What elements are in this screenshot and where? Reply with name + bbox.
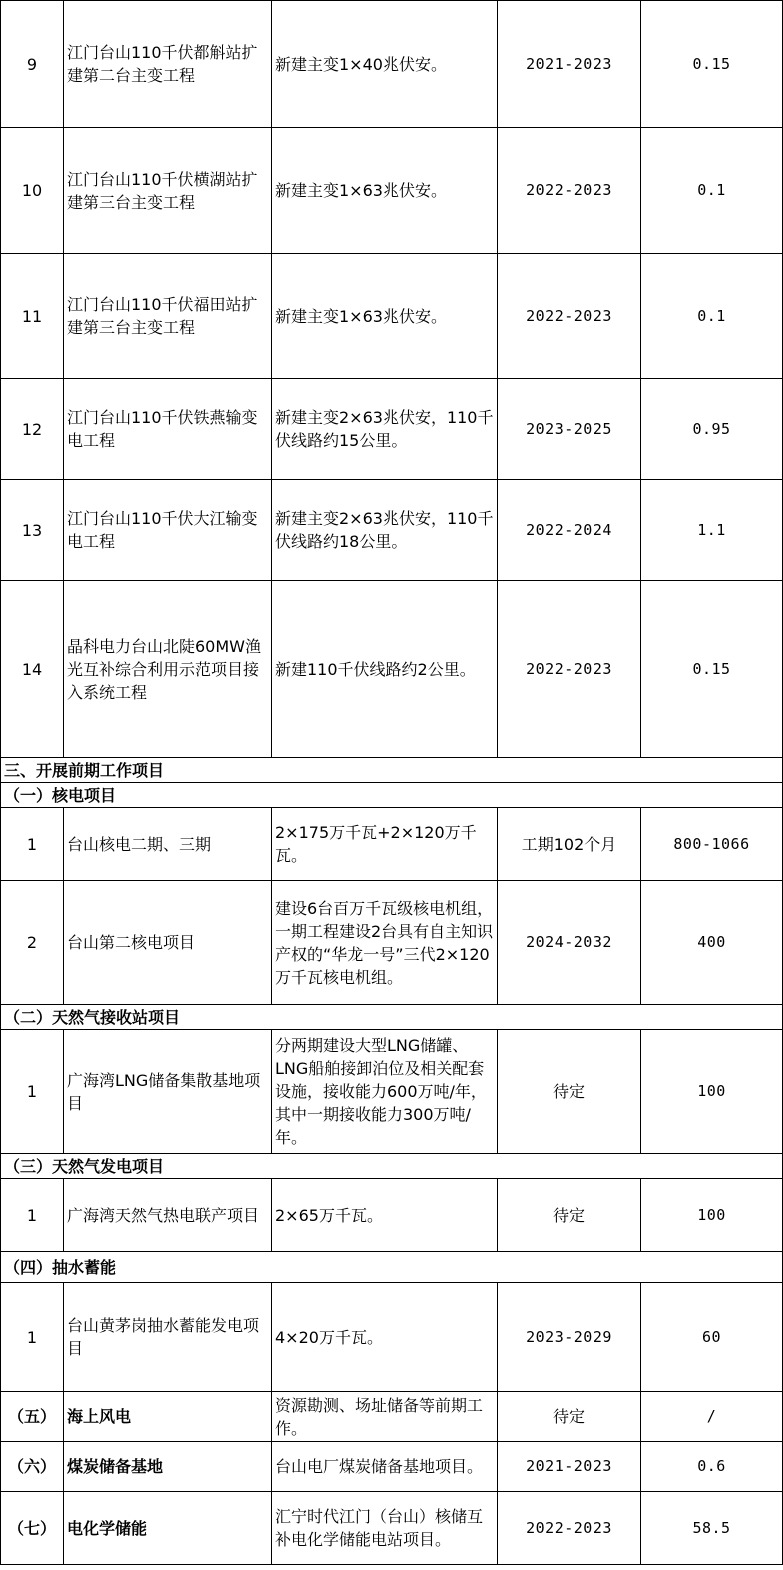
table-row — [1, 1442, 783, 1492]
project-period: 2022-2023 — [498, 1492, 641, 1565]
category-name: 海上风电 — [64, 1392, 272, 1442]
row-number: 13 — [1, 480, 64, 581]
project-investment: 0.1 — [641, 254, 783, 379]
row-number: 12 — [1, 379, 64, 480]
project-investment: 100 — [641, 1179, 783, 1252]
project-investment: 800-1066 — [641, 808, 783, 881]
project-name: 广海湾LNG储备集散基地项目 — [64, 1030, 272, 1154]
section-title: 三、开展前期工作项目 — [1, 758, 783, 783]
project-content: 新建主变2×63兆伏安，110千伏线路约15公里。 — [272, 379, 498, 480]
project-content: 分两期建设大型LNG储罐、LNG船舶接卸泊位及相关配套设施，接收能力600万吨/年，其中一期接收能力300万吨/年。 — [272, 1030, 498, 1154]
row-number: 14 — [1, 581, 64, 758]
project-period: 待定 — [498, 1179, 641, 1252]
table-row — [1, 1179, 783, 1252]
project-investment: 0.15 — [641, 1, 783, 128]
project-name: 广海湾天然气热电联产项目 — [64, 1179, 272, 1252]
project-content: 建设6台百万千瓦级核电机组，一期工程建设2台具有自主知识产权的“华龙一号”三代2×120万千瓦核电机组。 — [272, 881, 498, 1005]
project-content: 新建主变1×40兆伏安。 — [272, 1, 498, 128]
category-number: （六） — [1, 1442, 64, 1492]
subsection-header — [1, 783, 783, 808]
project-name: 台山黄茅岗抽水蓄能发电项目 — [64, 1283, 272, 1392]
project-content: 新建主变1×63兆伏安。 — [272, 128, 498, 254]
project-name: 江门台山110千伏铁燕输变电工程 — [64, 379, 272, 480]
project-period: 2021-2023 — [498, 1, 641, 128]
subsection-header — [1, 1005, 783, 1030]
project-period: 2023-2025 — [498, 379, 641, 480]
project-period: 待定 — [498, 1392, 641, 1442]
project-period: 2022-2024 — [498, 480, 641, 581]
row-number: 11 — [1, 254, 64, 379]
project-name: 晶科电力台山北陡60MW渔光互补综合利用示范项目接入系统工程 — [64, 581, 272, 758]
project-name: 江门台山110千伏都斛站扩建第二台主变工程 — [64, 1, 272, 128]
project-investment: 1.1 — [641, 480, 783, 581]
subsection-title: （二）天然气接收站项目 — [1, 1005, 783, 1030]
project-content: 新建110千伏线路约2公里。 — [272, 581, 498, 758]
table-row — [1, 581, 783, 758]
project-period: 工期102个月 — [498, 808, 641, 881]
project-investment: 400 — [641, 881, 783, 1005]
project-content: 4×20万千瓦。 — [272, 1283, 498, 1392]
subsection-title: （三）天然气发电项目 — [1, 1154, 783, 1179]
subsection-header — [1, 1154, 783, 1179]
project-period: 2022-2023 — [498, 581, 641, 758]
subsection-title: （一）核电项目 — [1, 783, 783, 808]
project-name: 台山第二核电项目 — [64, 881, 272, 1005]
project-content: 2×65万千瓦。 — [272, 1179, 498, 1252]
table-row — [1, 1392, 783, 1442]
row-number: 9 — [1, 1, 64, 128]
category-number: （七） — [1, 1492, 64, 1565]
project-investment: 0.15 — [641, 581, 783, 758]
project-investment: 0.1 — [641, 128, 783, 254]
project-investment: 58.5 — [641, 1492, 783, 1565]
project-period: 2022-2023 — [498, 128, 641, 254]
subsection-header — [1, 1252, 783, 1283]
project-name: 江门台山110千伏大江输变电工程 — [64, 480, 272, 581]
table-row — [1, 1, 783, 128]
row-number: 1 — [1, 808, 64, 881]
table-row — [1, 1283, 783, 1392]
row-number: 1 — [1, 1283, 64, 1392]
project-name: 台山核电二期、三期 — [64, 808, 272, 881]
project-content: 资源勘测、场址储备等前期工作。 — [272, 1392, 498, 1442]
category-number: （五） — [1, 1392, 64, 1442]
project-investment: 0.6 — [641, 1442, 783, 1492]
project-investment: / — [641, 1392, 783, 1442]
subsection-title: （四）抽水蓄能 — [1, 1252, 783, 1283]
project-name: 江门台山110千伏横湖站扩建第三台主变工程 — [64, 128, 272, 254]
table-row — [1, 254, 783, 379]
project-content: 新建主变2×63兆伏安，110千伏线路约18公里。 — [272, 480, 498, 581]
project-period: 2021-2023 — [498, 1442, 641, 1492]
row-number: 10 — [1, 128, 64, 254]
row-number: 1 — [1, 1179, 64, 1252]
table-row — [1, 808, 783, 881]
category-name: 煤炭储备基地 — [64, 1442, 272, 1492]
project-content: 2×175万千瓦+2×120万千瓦。 — [272, 808, 498, 881]
project-investment: 100 — [641, 1030, 783, 1154]
row-number: 1 — [1, 1030, 64, 1154]
project-period: 2022-2023 — [498, 254, 641, 379]
project-content: 新建主变1×63兆伏安。 — [272, 254, 498, 379]
table-row — [1, 1492, 783, 1565]
project-investment: 0.95 — [641, 379, 783, 480]
project-period: 待定 — [498, 1030, 641, 1154]
project-period: 2023-2029 — [498, 1283, 641, 1392]
project-investment: 60 — [641, 1283, 783, 1392]
category-name: 电化学储能 — [64, 1492, 272, 1565]
table-row — [1, 128, 783, 254]
row-number: 2 — [1, 881, 64, 1005]
project-name: 江门台山110千伏福田站扩建第三台主变工程 — [64, 254, 272, 379]
project-period: 2024-2032 — [498, 881, 641, 1005]
project-content: 汇宁时代江门（台山）核储互补电化学储能电站项目。 — [272, 1492, 498, 1565]
section-header — [1, 758, 783, 783]
project-content: 台山电厂煤炭储备基地项目。 — [272, 1442, 498, 1492]
table-row — [1, 480, 783, 581]
table-row — [1, 881, 783, 1005]
table-row — [1, 1030, 783, 1154]
table-row — [1, 379, 783, 480]
